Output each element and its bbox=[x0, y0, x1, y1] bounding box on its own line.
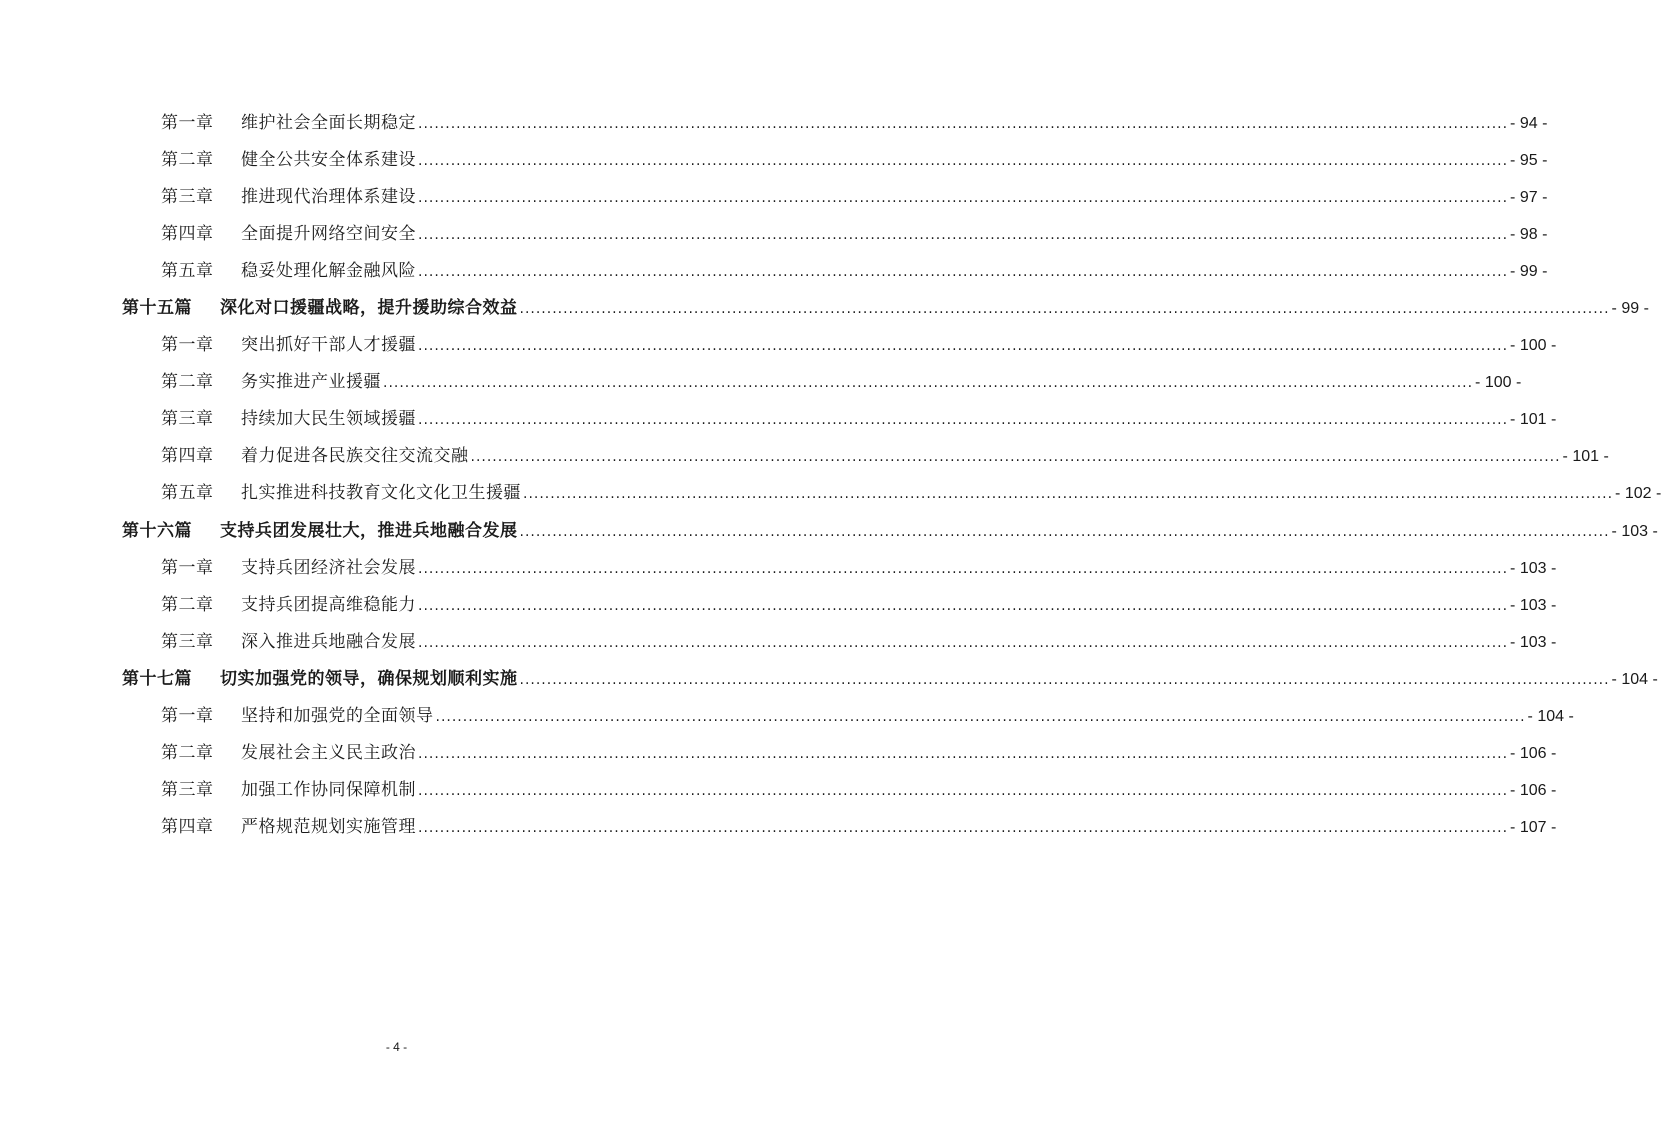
toc-entry-line bbox=[161, 219, 1548, 245]
dot-leader: ........................................................................................................................................................................................................ bbox=[418, 782, 1509, 799]
toc-part-entry[interactable] bbox=[0, 658, 1658, 695]
toc-entry-title: 着力促进各民族交往交流交融 bbox=[241, 446, 469, 467]
toc-entry-title: 加强工作协同保障机制 bbox=[241, 779, 416, 800]
toc-entry-label bbox=[161, 145, 416, 170]
toc-entry-number: 第二章 bbox=[161, 742, 214, 763]
toc-entry-title: 维护社会全面长期稳定 bbox=[241, 113, 416, 134]
toc-entry-label bbox=[161, 330, 416, 355]
toc-entry-title: 支持兵团发展壮大，推进兵地融合发展 bbox=[220, 520, 518, 541]
toc-entry-title: 推进现代治理体系建设 bbox=[241, 187, 416, 208]
toc-entry-page: - 103 - bbox=[1510, 596, 1557, 614]
toc-entry-label bbox=[122, 664, 518, 689]
toc-entry-label bbox=[161, 478, 521, 503]
toc-part-entry[interactable] bbox=[0, 287, 1649, 324]
toc-entry-title: 深化对口援疆战略，提升援助综合效益 bbox=[220, 298, 518, 319]
toc-entry-page: - 103 - bbox=[1611, 522, 1658, 540]
toc-entry-page: - 97 - bbox=[1510, 189, 1548, 207]
toc-entry-number: 第二章 bbox=[161, 372, 214, 393]
dot-leader: ........................................................................................................................................................................................................ bbox=[418, 412, 1509, 429]
toc-entry-label bbox=[161, 775, 416, 800]
toc-entry-number: 第五章 bbox=[161, 261, 214, 282]
toc-entry-line bbox=[161, 553, 1557, 578]
toc-entry-number: 第四章 bbox=[161, 446, 214, 467]
toc-entry-label bbox=[161, 367, 381, 392]
toc-entry-title: 支持兵团经济社会发展 bbox=[241, 557, 416, 578]
toc-entry-line bbox=[122, 293, 1649, 319]
toc-entry-label bbox=[161, 812, 416, 837]
toc-entry-title: 发展社会主义民主政治 bbox=[241, 742, 416, 763]
toc-entry-page: - 100 - bbox=[1510, 337, 1557, 355]
toc-entry-title: 持续加大民生领域援疆 bbox=[241, 409, 416, 430]
toc-entry-page: - 102 - bbox=[1615, 485, 1661, 503]
toc-entry-line bbox=[161, 330, 1557, 356]
table-of-contents bbox=[0, 102, 1661, 843]
toc-entry-line bbox=[161, 738, 1557, 763]
toc-entry-line bbox=[161, 404, 1557, 430]
toc-chapter-entry[interactable] bbox=[0, 621, 1557, 658]
toc-entry-label bbox=[161, 590, 416, 615]
dot-leader: ........................................................................................................................................................................................................ bbox=[519, 301, 1610, 318]
toc-entry-page: - 101 - bbox=[1562, 448, 1609, 466]
toc-entry-label bbox=[122, 293, 518, 318]
toc-entry-page: - 104 - bbox=[1611, 670, 1658, 688]
toc-entry-number: 第一章 bbox=[161, 705, 214, 726]
dot-leader: ........................................................................................................................................................................................................ bbox=[435, 708, 1526, 725]
toc-entry-title: 健全公共安全体系建设 bbox=[241, 150, 416, 171]
toc-chapter-entry[interactable] bbox=[0, 695, 1574, 732]
toc-chapter-entry[interactable] bbox=[0, 398, 1557, 435]
toc-entry-number: 第一章 bbox=[161, 557, 214, 578]
toc-entry-line bbox=[161, 145, 1548, 171]
toc-entry-number: 第三章 bbox=[161, 631, 214, 652]
toc-chapter-entry[interactable] bbox=[0, 732, 1557, 769]
toc-entry-title: 严格规范规划实施管理 bbox=[241, 816, 416, 837]
toc-entry-line bbox=[161, 590, 1557, 615]
toc-entry-number: 第二章 bbox=[161, 594, 214, 615]
toc-entry-page: - 99 - bbox=[1510, 263, 1548, 281]
toc-chapter-entry[interactable] bbox=[0, 547, 1557, 584]
dot-leader: ........................................................................................................................................................................................................ bbox=[418, 560, 1509, 577]
toc-entry-number: 第三章 bbox=[161, 779, 214, 800]
toc-entry-number: 第五章 bbox=[161, 483, 214, 504]
toc-entry-number: 第一章 bbox=[161, 113, 214, 134]
toc-entry-title: 全面提升网络空间安全 bbox=[241, 224, 416, 245]
toc-entry-label bbox=[161, 738, 416, 763]
toc-entry-title: 务实推进产业援疆 bbox=[241, 372, 381, 393]
dot-leader: ........................................................................................................................................................................................................ bbox=[418, 745, 1509, 762]
toc-entry-line bbox=[161, 478, 1661, 504]
toc-entry-number: 第三章 bbox=[161, 409, 214, 430]
dot-leader: ........................................................................................................................................................................................................ bbox=[418, 190, 1509, 207]
toc-entry-page: - 99 - bbox=[1611, 300, 1649, 318]
toc-chapter-entry[interactable] bbox=[0, 176, 1548, 213]
toc-entry-page: - 103 - bbox=[1510, 633, 1557, 651]
toc-entry-line bbox=[161, 256, 1548, 282]
dot-leader: ........................................................................................................................................................................................................ bbox=[418, 634, 1509, 651]
toc-entry-label bbox=[161, 627, 416, 652]
dot-leader: ........................................................................................................................................................................................................ bbox=[418, 116, 1509, 133]
dot-leader: ........................................................................................................................................................................................................ bbox=[418, 819, 1509, 836]
toc-entry-page: - 95 - bbox=[1510, 152, 1548, 170]
toc-entry-page: - 106 - bbox=[1510, 781, 1557, 799]
dot-leader: ........................................................................................................................................................................................................ bbox=[523, 486, 1614, 503]
toc-chapter-entry[interactable] bbox=[0, 435, 1609, 472]
toc-entry-label bbox=[161, 701, 434, 726]
toc-entry-page: - 94 - bbox=[1510, 115, 1548, 133]
toc-entry-page: - 100 - bbox=[1475, 374, 1522, 392]
toc-entry-line bbox=[122, 664, 1658, 689]
toc-entry-label bbox=[161, 219, 416, 244]
toc-entry-page: - 101 - bbox=[1510, 411, 1557, 429]
toc-entry-label bbox=[161, 404, 416, 429]
toc-entry-line bbox=[161, 182, 1548, 208]
toc-entry-label bbox=[161, 256, 416, 281]
dot-leader: ........................................................................................................................................................................................................ bbox=[383, 375, 1474, 392]
toc-chapter-entry[interactable] bbox=[0, 584, 1557, 621]
dot-leader: ........................................................................................................................................................................................................ bbox=[418, 153, 1509, 170]
toc-entry-title: 深入推进兵地融合发展 bbox=[241, 631, 416, 652]
toc-chapter-entry[interactable] bbox=[0, 102, 1548, 139]
toc-entry-page: - 98 - bbox=[1510, 226, 1548, 244]
toc-entry-title: 坚持和加强党的全面领导 bbox=[241, 705, 434, 726]
toc-entry-number: 第十六篇 bbox=[122, 520, 192, 541]
dot-leader: ........................................................................................................................................................................................................ bbox=[418, 597, 1509, 614]
toc-entry-line bbox=[161, 108, 1548, 134]
toc-chapter-entry[interactable] bbox=[0, 806, 1557, 843]
toc-entry-number: 第四章 bbox=[161, 816, 214, 837]
toc-part-entry[interactable] bbox=[0, 510, 1658, 547]
toc-entry-page: - 103 - bbox=[1510, 559, 1557, 577]
dot-leader: ........................................................................................................................................................................................................ bbox=[418, 264, 1509, 281]
toc-entry-line bbox=[122, 516, 1658, 541]
toc-entry-line bbox=[161, 367, 1522, 393]
dot-leader: ........................................................................................................................................................................................................ bbox=[519, 671, 1610, 688]
toc-entry-number: 第十五篇 bbox=[122, 298, 192, 319]
toc-entry-number: 第三章 bbox=[161, 187, 214, 208]
toc-entry-label bbox=[161, 108, 416, 133]
toc-entry-line bbox=[161, 701, 1574, 726]
toc-entry-title: 支持兵团提高维稳能力 bbox=[241, 594, 416, 615]
toc-chapter-entry[interactable] bbox=[0, 472, 1661, 509]
toc-entry-line bbox=[161, 812, 1557, 837]
toc-entry-number: 第一章 bbox=[161, 335, 214, 356]
toc-entry-page: - 104 - bbox=[1527, 707, 1574, 725]
toc-chapter-entry[interactable] bbox=[0, 769, 1557, 806]
toc-chapter-entry[interactable] bbox=[0, 139, 1548, 176]
toc-entry-label bbox=[161, 441, 469, 466]
toc-entry-number: 第四章 bbox=[161, 224, 214, 245]
dot-leader: ........................................................................................................................................................................................................ bbox=[519, 523, 1610, 540]
toc-entry-page: - 107 - bbox=[1510, 818, 1557, 836]
toc-chapter-entry[interactable] bbox=[0, 324, 1557, 361]
dot-leader: ........................................................................................................................................................................................................ bbox=[418, 338, 1509, 355]
toc-entry-title: 切实加强党的领导，确保规划顺利实施 bbox=[220, 668, 518, 689]
dot-leader: ........................................................................................................................................................................................................ bbox=[418, 227, 1509, 244]
toc-entry-number: 第二章 bbox=[161, 150, 214, 171]
toc-entry-label bbox=[161, 182, 416, 207]
toc-entry-page: - 106 - bbox=[1510, 744, 1557, 762]
toc-entry-number: 第十七篇 bbox=[122, 668, 192, 689]
toc-entry-line bbox=[161, 775, 1557, 800]
toc-chapter-entry[interactable] bbox=[0, 213, 1548, 250]
toc-chapter-entry[interactable] bbox=[0, 361, 1522, 398]
toc-chapter-entry[interactable] bbox=[0, 250, 1548, 287]
toc-entry-line bbox=[161, 441, 1609, 467]
dot-leader: ........................................................................................................................................................................................................ bbox=[470, 449, 1561, 466]
toc-entry-label bbox=[122, 516, 518, 541]
toc-entry-title: 稳妥处理化解金融风险 bbox=[241, 261, 416, 282]
toc-entry-title: 突出抓好干部人才援疆 bbox=[241, 335, 416, 356]
toc-entry-label bbox=[161, 553, 416, 578]
page-number: - 4 - bbox=[385, 1040, 408, 1054]
toc-entry-title: 扎实推进科技教育文化文化卫生援疆 bbox=[241, 483, 521, 504]
toc-entry-line bbox=[161, 627, 1557, 652]
